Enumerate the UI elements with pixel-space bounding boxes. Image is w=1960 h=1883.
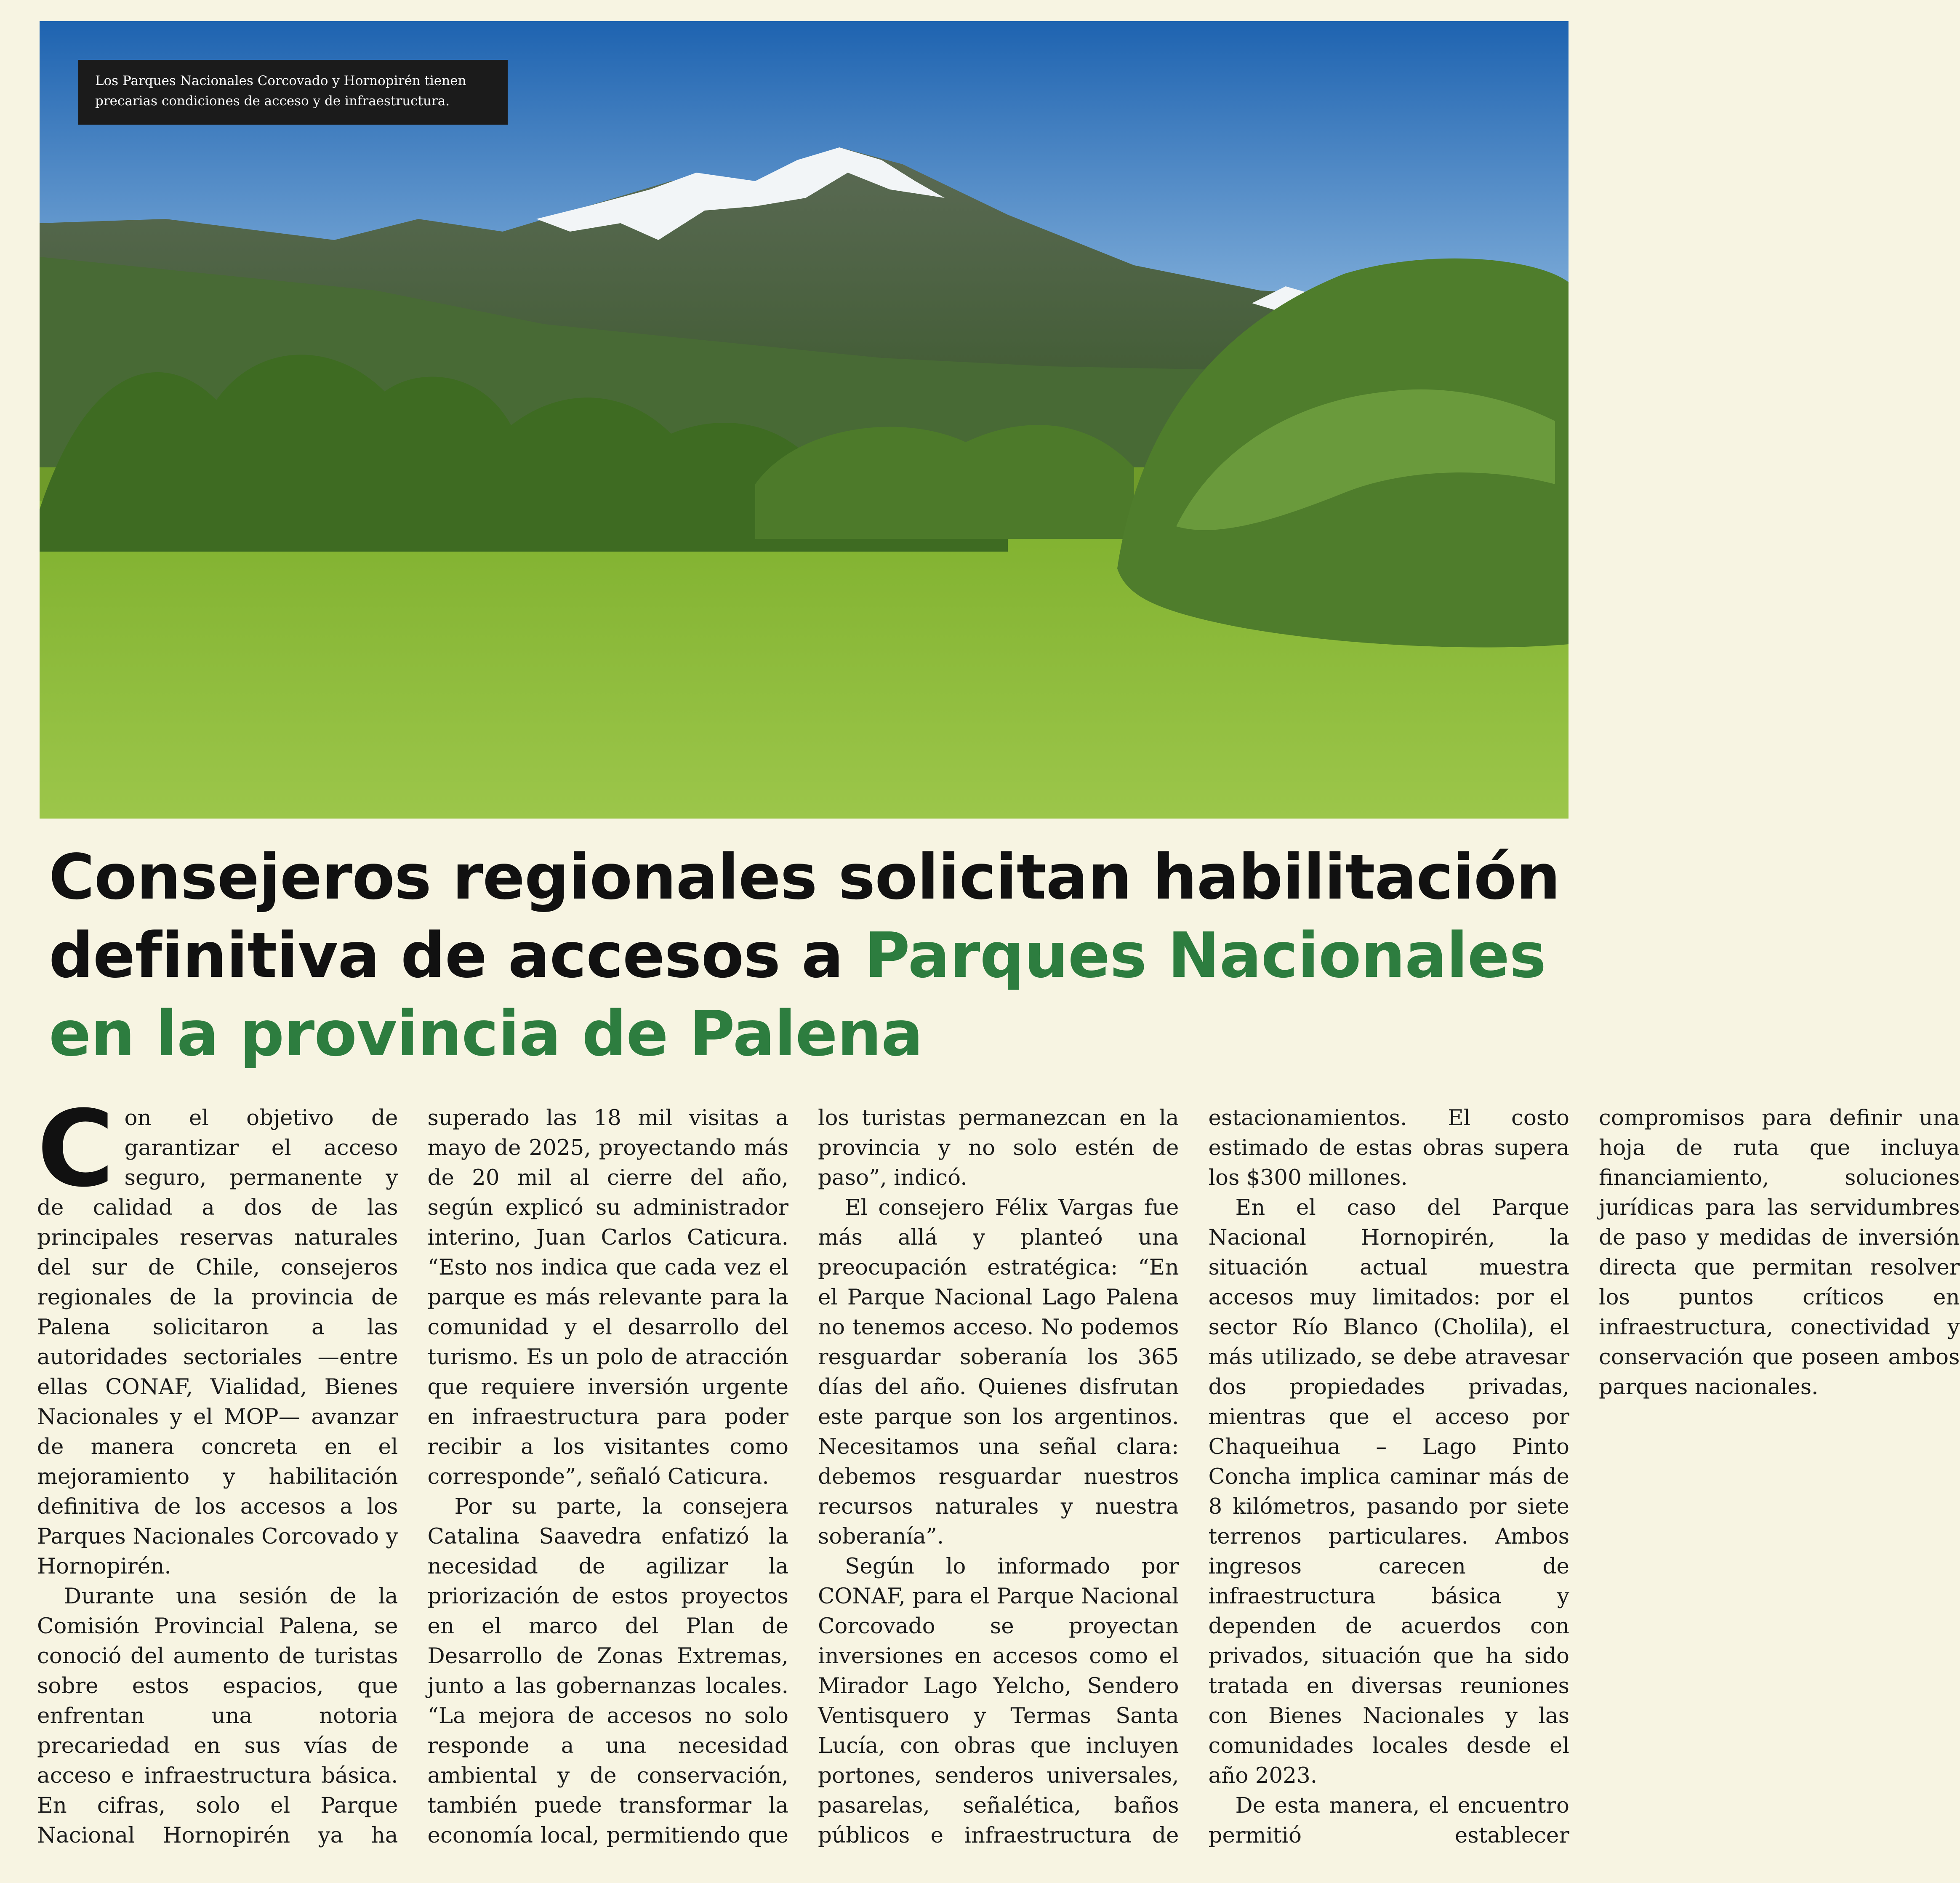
drop-cap: C [37, 1088, 115, 1210]
shrubs-mid [755, 425, 1134, 539]
article-paragraph: De esta manera, el encuentro permitió establecer compromisos para definir una hoja de ruta que incluya financiamiento, soluciones jurídicas para las servidumbres de paso y medidas de inversión directa que permitan resolver los puntos críticos en infraestructura, conectividad y conservación que poseen ambos parques nacionales. [1208, 1105, 1960, 1848]
article-paragraph [37, 1088, 398, 1582]
article-photo [40, 21, 1569, 819]
article-paragraph: Según lo informado por CONAF, para el Parque Nacional Corcovado se proyectan inversiones en accesos como el Mirador Lago Yelcho, Sendero Ventisquero y Termas Santa Lucía, con obras que incluyen portones, senderos universales, pasarelas, señalética, baños públicos e infraestructura de estacionamientos. El costo estimado de estas obras supera los $300 millones. [818, 1105, 1569, 1848]
article-paragraph: El consejero Félix Vargas fue más allá y planteó una preocupación estratégica: “En el Parque Nacional Lago Palena no tenemos acceso. No podemos resguardar soberanía los 365 días del año. Quienes disfrutan este parque son los argentinos. Necesitamos una señal clara: debemos resguardar nuestros recursos naturales y nuestra soberanía”. [818, 1195, 1179, 1549]
headline-main: Consejeros regionales solicitan habilitación definitiva de accesos a [49, 841, 1560, 992]
landscape-illustration [40, 21, 1569, 819]
headline [49, 838, 1564, 1073]
article-paragraph: Durante una sesión de la Comisión Provincial Palena, se conoció del aumento de turistas sobre estos espacios, que enfrentan una notoria precariedad en sus vías de acceso e infraestructura básica. En cifras, solo el Parque Nacional Hornopirén ya ha superado las 18 mil visitas a mayo de 2025, proyectando más de 20 mil al cierre del año, según explicó su administrador interino, Juan Carlos Caticura. “Esto nos indica que cada vez el parque es más relevante para la comunidad y el desarrollo del turismo. Es un polo de atracción que requiere inversión urgente en infraestructura para poder recibir a los visitantes como corresponde”, señaló Caticura. [37, 1105, 788, 1848]
first-paragraph-text: on el objetivo de garantizar el acceso seguro, permanente y de calidad a dos de las principales reservas naturales del sur de Chile, consejeros regionales de la provincia de Palena solicitaron a las autoridades sectoriales —entre ellas CONAF, Vialidad, Bienes Nacionales y el MOP— avanzar de manera concreta en el mejoramiento y habilitación definitiva de los accesos a los Parques Nacionales Corcovado y Hornopirén. [37, 1105, 398, 1579]
article-paragraph: Por su parte, la consejera Catalina Saavedra enfatizó la necesidad de agilizar la priorización de estos proyectos en el marco del Plan de Desarrollo de Zonas Extremas, junto a las gobernanzas locales. “La mejora de accesos no solo responde a una necesidad ambiental y de conservación, también puede transformar la economía local, permitiendo que los turistas permanezcan en la provincia y no solo estén de paso”, indicó. [427, 1105, 1179, 1848]
article-paragraph: En el caso del Parque Nacional Hornopirén, la situación actual muestra accesos muy limitados: por el sector Río Blanco (Cholila), el más utilizado, se debe atravesar dos propiedades privadas, mientras que el acceso por Chaqueihua – Lago Pinto Concha implica caminar más de 8 kilómetros, pasando por siete terrenos particulares. Ambos ingresos carecen de infraestructura básica y dependen de acuerdos con privados, situación que ha sido tratada en diversas reuniones con Bienes Nacionales y las comunidades locales desde el año 2023. [1208, 1195, 1569, 1788]
article-body [37, 1088, 1960, 1853]
photo-caption: Los Parques Nacionales Corcovado y Hornopirén tienen precarias condiciones de acceso y de infraestructura. [78, 60, 508, 125]
headline-highlight: Parques Nacionales en la provincia de Palena [49, 919, 1546, 1070]
